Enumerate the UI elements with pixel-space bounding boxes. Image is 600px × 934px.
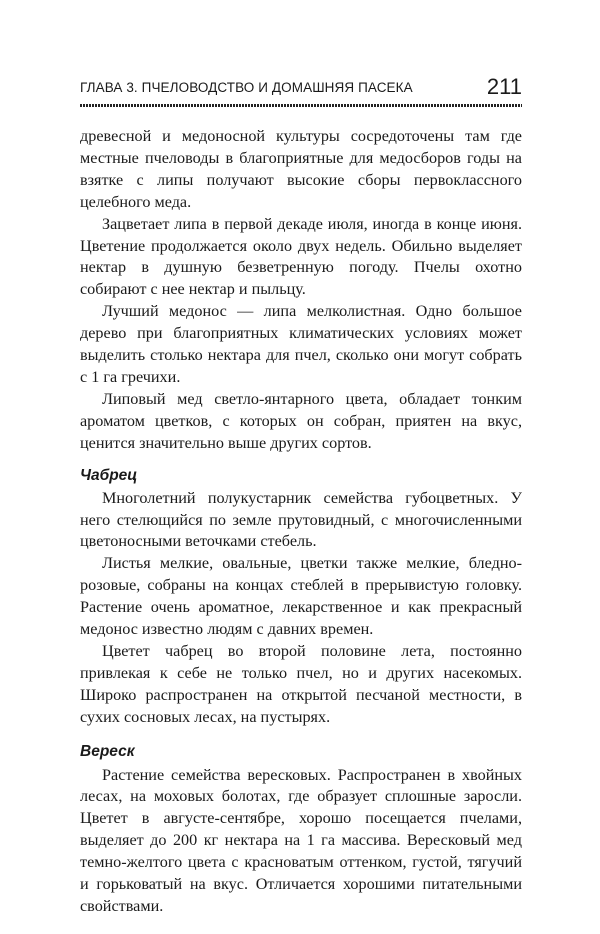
page-header — [80, 74, 522, 106]
section-heading-heather: Вереск — [80, 742, 135, 760]
section-heading-thyme: Чабрец — [80, 466, 138, 484]
paragraph-thyme-bloom: Цветет чабрец во второй половине лета, постоянно привлекая к себе не только пчел, но и других насекомых. Широко распространен на открытой песчаной местности, в сухих сосновых лесах, на пустырях. — [80, 641, 522, 726]
paragraph-linden-honey: Липовый мед светло-янтарного цвета, обладает тонким ароматом цветков, с которых он собран, приятен на вкус, ценится значительно выше других сортов. — [80, 389, 522, 452]
running-head: ГЛАВА 3. ПЧЕЛОВОДСТВО И ДОМАШНЯЯ ПАСЕКА — [80, 80, 413, 95]
paragraph-linden-continued: древесной и медоносной культуры сосредоточены там где местные пчеловоды в благоприятные для медосборов годы на взятке с липы получают высокие сборы первоклассного целебного меда. — [80, 127, 522, 211]
paragraph-linden-bloom: Зацветает липа в первой декаде июля, иногда в конце июня. Цветение продолжается около двух недель. Обильно выделяет нектар в душную безветренную погоду. Пчелы охотно собирают с нее нектар и пыльцу. — [80, 214, 522, 299]
paragraph-thyme-description: Многолетний полукустарник семейства губоцветных. У него стелющийся по земле прутовидный, с многочисленными цветоносными веточками стебель. — [80, 488, 522, 551]
header-rule — [80, 104, 522, 107]
body-text — [80, 126, 522, 918]
paragraph-thyme-leaves: Листья мелкие, овальные, цветки также мелкие, бледно-розовые, собраны на концах стеблей в прерывистую головку. Растение очень ароматное, лекарственное и как прекрасный медонос известно людям с давних времен. — [80, 554, 522, 639]
page-number: 211 — [486, 74, 522, 99]
paragraph-linden-best: Лучший медонос — липа мелколистная. Одно большое дерево при благоприятных климатических условиях может выделить столько нектара для пчел, сколько они могут собрать с 1 га гречихи. — [80, 302, 522, 386]
paragraph-heather-description: Растение семейства вересковых. Распространен в хвойных лесах, на моховых болотах, где образует сплошные заросли. Цветет в августе-сентябре, хорошо посещается пчелами, выделяет до 200 кг нектара на 1 га массива. Вересковый мед темно-желтого цвета с красноватым оттенком, густой, тягучий и горьковатый на вкус. Отличается хорошими питательными свойствами. — [80, 765, 522, 915]
